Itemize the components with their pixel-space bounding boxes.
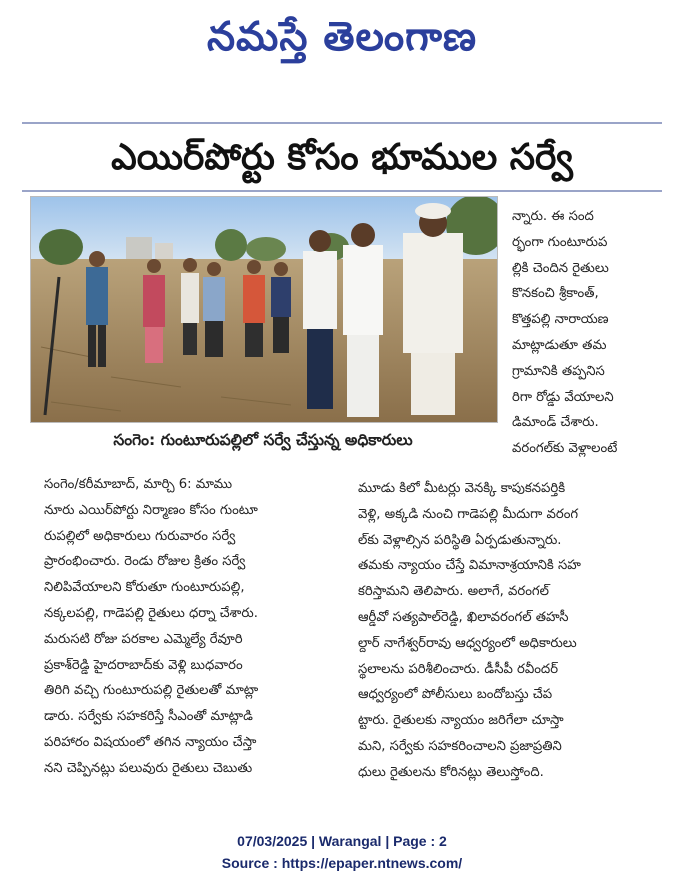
column-line: డిమాండ్ చేశారు. [512,415,599,431]
column-line: నక్కలపల్లి, గాడెపల్లి రైతులు ధర్నా చేశారు. [44,605,258,621]
article-column-left [44,472,344,782]
column-line: ప్రకాశ్‌రెడ్డి హైదరాబాద్‌కు వెళ్లి బుధవారం [44,657,243,673]
column-line: గ్రామానికి తప్పనిస [512,363,605,379]
column-line: ఆధ్వర్యంలో పోలీసులు బందోబస్తు చేప [358,687,553,703]
column-line: ల్‌కు వెళ్లాల్సిన పరిస్థితి ఏర్పడుతున్నారు. [358,532,562,548]
column-line: ల్లికి చెందిన రైతులు [512,260,609,276]
column-line: పరిహారం విషయంలో తగిన న్యాయం చేస్తా [44,734,257,750]
article-column-right [512,204,670,462]
column-line: రిగా రోడ్డు వేయాలని [512,389,614,405]
column-line: తిరిగి వచ్చి గుంటూరుపల్లి రైతులతో మాట్లా [44,683,259,699]
headline-divider [22,190,662,192]
article-column-middle [358,476,670,786]
column-line: ట్టారు. రైతులకు న్యాయం జరిగేలా చూస్తా [358,713,564,729]
column-line: సంగెం/కరీమాబాద్, మార్చి 6: మాము [44,477,233,492]
column-line: మాట్లాడుతూ తమ [512,337,607,353]
column-line: నూరు ఎయిర్‌పోర్టు నిర్మాణం కోసం గుంటూ [44,502,258,518]
column-line: కొత్తపల్లి నారాయణ [512,312,609,328]
column-line: కరిస్తామని తెలిపారు. అలాగే, వరంగల్ [358,584,549,600]
photo-caption: సంగెం: గుంటూరుపల్లిలో సర్వే చేస్తున్న అధికారులు [113,431,413,449]
column-line: నని చెప్పినట్లు పలువురు రైతులు చెబుతు [44,760,253,776]
column-line: ర్భంగా గుంటూరుప [512,234,608,250]
column-line: డారు. సర్వేకు సహకరిస్తే సీఎంతో మాట్లాడి [44,709,253,725]
column-line: న్నారు. ఈ సంద [512,209,594,224]
column-line: కొనకంచి శ్రీకాంత్, [512,286,599,302]
column-line: మూడు కిలో మీటర్లు వెనక్కి కాపుకనపర్తికి [358,481,566,496]
column-line: మని, సర్వేకు సహకరించాలని ప్రజాప్రతిని [358,738,562,754]
footer-source-link[interactable]: Source : https://epaper.ntnews.com/ [221,855,463,871]
column-line: ధులు రైతులను కోరినట్లు తెలుస్తోంది. [358,764,544,780]
footer-edition-info: 07/03/2025 | Warangal | Page : 2 [237,833,447,849]
article-photo [30,196,498,423]
field-survey-photo [31,197,497,422]
column-line: తమకు న్యాయం చేస్తే విమానాశ్రయానికి సహ [358,558,581,574]
column-line: ల్దార్ నాగేశ్వర్‌రావు ఆధ్వర్యంలో అధికారులు [358,635,577,651]
article-headline: ఎయిర్‌పోర్టు కోసం భూముల సర్వే [111,137,573,178]
column-line: స్థలాలను పరిశీలించారు. డీసీపీ రవీందర్ [358,661,559,677]
column-line: ప్రారంభించారు. రెండు రోజుల క్రితం సర్వే [44,554,246,570]
column-line: మరుసటి రోజు పరకాల ఎమ్మెల్యే రేవూరి [44,631,243,647]
masthead-divider [22,122,662,124]
column-line: వరంగల్‌కు వెళ్లాలంటే [512,441,618,457]
column-line: ఆర్డీవో సత్యపాల్‌రెడ్డి, ఖిలావరంగల్ తహసీ [358,609,569,625]
newspaper-masthead: నమస్తే తెలంగాణ [206,14,478,60]
column-line: వెళ్లి, అక్కడి నుంచి గాడెపల్లి మీదుగా వరంగ [358,506,579,522]
column-line: రుపల్లిలో అధికారులు గురువారం సర్వే [44,528,236,544]
column-line: నిలిపివేయాలని కోరుతూ గుంటూరుపల్లి, [44,580,245,596]
